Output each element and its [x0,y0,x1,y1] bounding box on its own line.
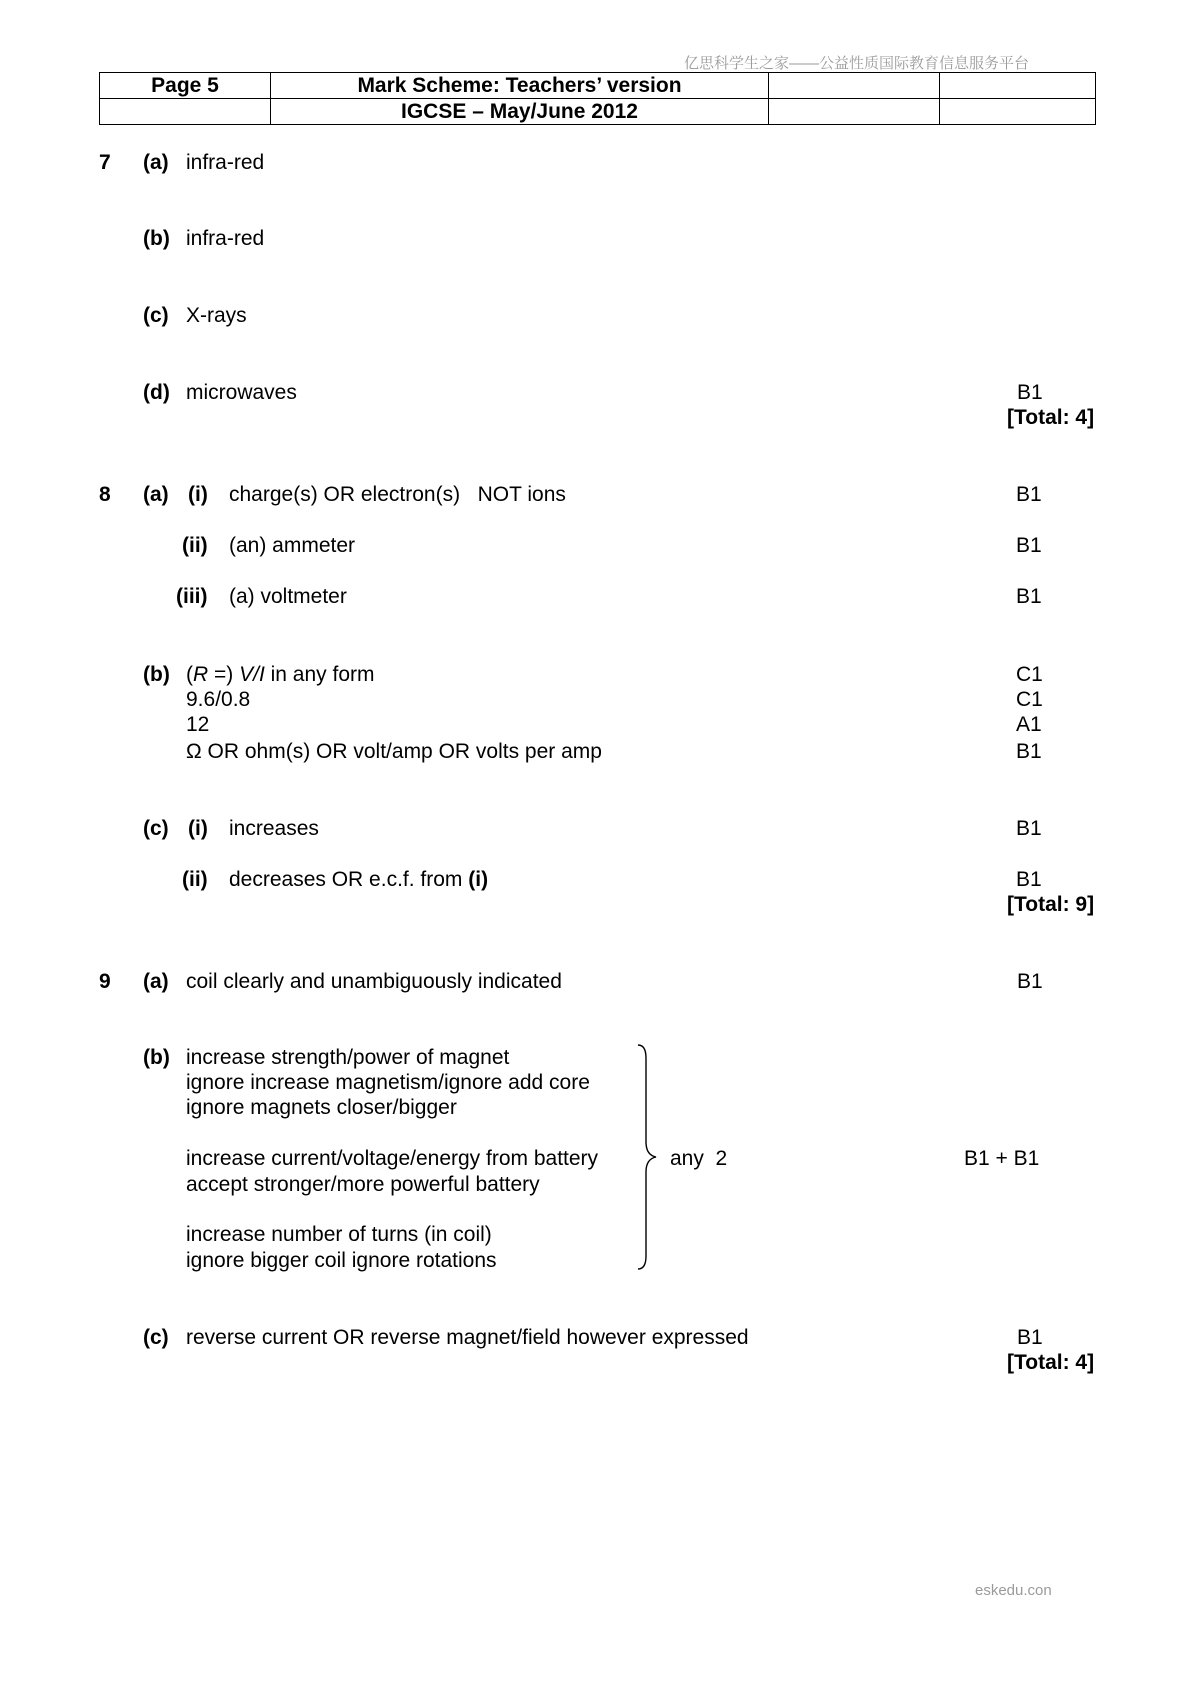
mark: B1 + B1 [964,1147,1040,1170]
subpart-label: (iii) [176,585,208,608]
answer-text: infra-red [186,151,265,174]
subpart-label: (ii) [182,534,208,557]
question-number: 9 [99,970,111,993]
header-table [99,72,1096,125]
mark: A1 [1016,713,1042,736]
part-label: (a) [143,970,169,993]
answer-text: infra-red [186,227,265,250]
mark: B1 [1016,585,1042,608]
answer-text: (an) ammeter [229,534,356,557]
answer-value: 12 [186,713,210,736]
answer-text: reverse current OR reverse magnet/field however expressed [186,1326,749,1349]
part-label: (d) [143,381,170,404]
answer-text: (a) voltmeter [229,585,347,608]
header-empty-cell [769,73,940,99]
part-label: (b) [143,663,170,686]
header-title: Mark Scheme: Teachers’ version [271,73,769,99]
mark: B1 [1016,534,1042,557]
total-marks: [Total: 4] [1007,406,1095,429]
answer-text: microwaves [186,381,297,404]
header-empty-cell [940,99,1096,125]
mark: C1 [1016,688,1043,711]
working-line: 9.6/0.8 [186,688,251,711]
formula-line: (R =) V/I in any form [186,663,375,686]
mark: B1 [1017,1326,1043,1349]
watermark-bottom: eskedu.con [975,1582,1052,1599]
mark: B1 [1016,483,1042,506]
watermark-top: 亿思科学生之家——公益性质国际教育信息服务平台 [684,55,1030,72]
part-label: (b) [143,227,170,250]
mark: C1 [1016,663,1043,686]
answer-line: increase number of turns (in coil) [186,1223,492,1246]
subpart-label: (i) [188,483,208,506]
mark: B1 [1017,970,1043,993]
any-two-note: any 2 [670,1147,728,1170]
part-label: (c) [143,304,169,327]
total-marks: [Total: 4] [1007,1351,1095,1374]
answer-text: decreases OR e.c.f. from (i) [229,868,489,891]
answer-line: ignore magnets closer/bigger [186,1096,457,1119]
answer-text: charge(s) OR electron(s) NOT ions [229,483,566,506]
answer-line: accept stronger/more powerful battery [186,1173,540,1196]
header-empty-cell [769,99,940,125]
question-number: 7 [99,151,111,174]
question-number: 8 [99,483,111,506]
mark: B1 [1016,740,1042,763]
header-subtitle: IGCSE – May/June 2012 [271,99,769,125]
subpart-label: (ii) [182,868,208,891]
answer-text: increases [229,817,319,840]
total-marks: [Total: 9] [1007,893,1095,916]
mark: B1 [1016,868,1042,891]
answer-line: increase strength/power of magnet [186,1046,510,1069]
subpart-label: (i) [188,817,208,840]
unit-line: Ω OR ohm(s) OR volt/amp OR volts per amp [186,740,602,763]
right-brace-icon [636,1044,658,1270]
answer-text: coil clearly and unambiguously indicated [186,970,562,993]
part-label: (c) [143,1326,169,1349]
header-empty-cell [100,99,271,125]
answer-line: ignore increase magnetism/ignore add core [186,1071,590,1094]
header-page: Page 5 [100,73,271,99]
mark: B1 [1017,381,1043,404]
part-label: (b) [143,1046,170,1069]
header-empty-cell [940,73,1096,99]
answer-line: ignore bigger coil ignore rotations [186,1249,497,1272]
answer-text: X-rays [186,304,247,327]
mark: B1 [1016,817,1042,840]
part-label: (a) [143,151,169,174]
part-label: (c) [143,817,169,840]
answer-line: increase current/voltage/energy from battery [186,1147,599,1170]
part-label: (a) [143,483,169,506]
